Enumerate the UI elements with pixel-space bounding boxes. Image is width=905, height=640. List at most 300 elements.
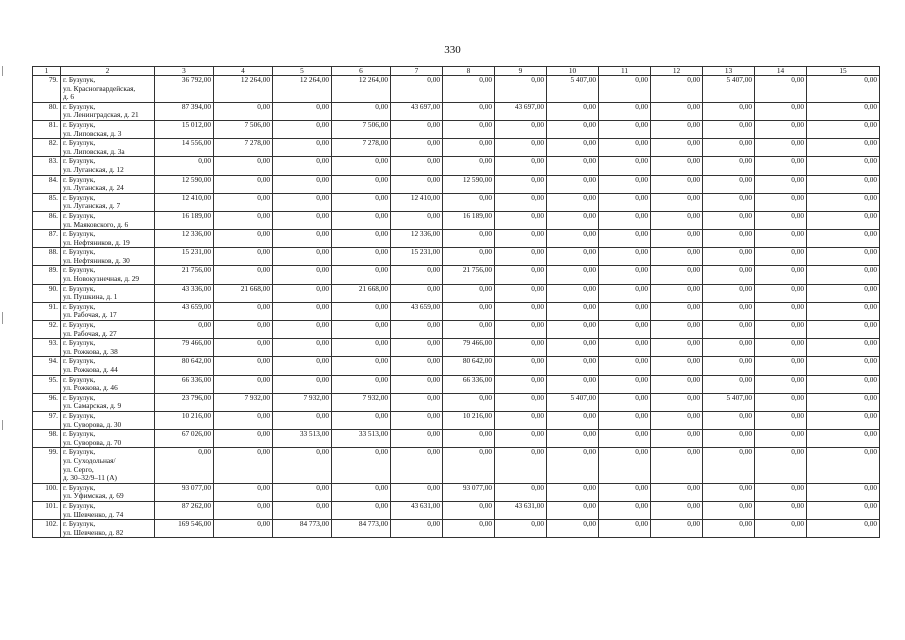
- value-cell: 66 336,00: [443, 375, 495, 393]
- value-cell: 0,00: [495, 520, 547, 538]
- address-line: ул. Нефтяников, д. 19: [63, 237, 130, 247]
- row-number: 96.: [33, 393, 61, 411]
- address-cell: [61, 76, 155, 103]
- data-table: [32, 66, 880, 538]
- value-cell: 0,00: [495, 483, 547, 501]
- value-cell: 0,00: [599, 375, 651, 393]
- value-cell: 0,00: [599, 211, 651, 229]
- table-row: [33, 157, 880, 175]
- value-cell: 0,00: [155, 157, 214, 175]
- value-cell: 0,00: [547, 411, 599, 429]
- value-cell: 0,00: [755, 501, 807, 519]
- value-cell: 0,00: [391, 430, 443, 448]
- value-cell: 0,00: [703, 284, 755, 302]
- value-cell: 5 407,00: [703, 76, 755, 103]
- value-cell: 5 407,00: [547, 393, 599, 411]
- value-cell: 0,00: [214, 520, 273, 538]
- value-cell: 0,00: [273, 339, 332, 357]
- value-cell: 12 336,00: [155, 230, 214, 248]
- value-cell: 0,00: [332, 211, 391, 229]
- address-line: г. Бузулук,: [63, 193, 96, 202]
- address-line: г. Бузулук,: [63, 375, 96, 384]
- column-header: 2: [61, 67, 155, 76]
- address-line: ул. Липовская, д. 3: [63, 128, 122, 138]
- address-line: г. Бузулук,: [63, 338, 96, 348]
- value-cell: 0,00: [332, 102, 391, 120]
- value-cell: 0,00: [547, 302, 599, 320]
- row-number: 102.: [33, 520, 61, 538]
- row-number: 89.: [33, 266, 61, 284]
- value-cell: 0,00: [651, 76, 703, 103]
- value-cell: 0,00: [755, 120, 807, 138]
- value-cell: 0,00: [273, 120, 332, 138]
- value-cell: 0,00: [703, 321, 755, 339]
- value-cell: 0,00: [547, 357, 599, 375]
- value-cell: 93 077,00: [155, 483, 214, 501]
- value-cell: 0,00: [755, 266, 807, 284]
- value-cell: 0,00: [495, 120, 547, 138]
- row-number: 79.: [33, 76, 61, 103]
- value-cell: 0,00: [332, 157, 391, 175]
- value-cell: 7 506,00: [332, 120, 391, 138]
- address-line: г. Бузулук,: [63, 320, 96, 330]
- value-cell: 0,00: [807, 211, 880, 229]
- value-cell: 0,00: [273, 375, 332, 393]
- address-line: ул. Шевченко, д. 74: [63, 509, 124, 519]
- margin-mark: [2, 420, 6, 430]
- value-cell: 0,00: [651, 266, 703, 284]
- table-row: [33, 430, 880, 448]
- value-cell: 0,00: [495, 193, 547, 211]
- value-cell: 0,00: [495, 357, 547, 375]
- value-cell: 0,00: [214, 483, 273, 501]
- address-line: ул. Рожкова, д. 44: [63, 365, 118, 374]
- row-number: 92.: [33, 321, 61, 339]
- value-cell: 0,00: [495, 76, 547, 103]
- value-cell: 0,00: [651, 157, 703, 175]
- value-cell: 0,00: [547, 375, 599, 393]
- value-cell: 0,00: [273, 211, 332, 229]
- table-row: [33, 211, 880, 229]
- value-cell: 0,00: [391, 139, 443, 157]
- address-line: ул. Суворова, д. 70: [63, 437, 122, 447]
- value-cell: 33 513,00: [332, 430, 391, 448]
- value-cell: 0,00: [273, 411, 332, 429]
- value-cell: 0,00: [755, 339, 807, 357]
- value-cell: 0,00: [807, 120, 880, 138]
- value-cell: 0,00: [755, 393, 807, 411]
- address-line: ул. Серго,: [63, 464, 94, 474]
- value-cell: 23 796,00: [155, 393, 214, 411]
- value-cell: 0,00: [214, 248, 273, 266]
- address-line: ул. Рабочая, д. 17: [63, 310, 117, 320]
- column-header: 11: [599, 67, 651, 76]
- row-number: 81.: [33, 120, 61, 138]
- value-cell: 0,00: [214, 339, 273, 357]
- column-header: 1: [33, 67, 61, 76]
- value-cell: 0,00: [273, 448, 332, 483]
- address-line: г. Бузулук,: [63, 411, 96, 420]
- value-cell: 0,00: [651, 357, 703, 375]
- value-cell: 43 631,00: [391, 501, 443, 519]
- value-cell: 0,00: [332, 357, 391, 375]
- table-row: [33, 266, 880, 284]
- address-line: г. Бузулук,: [63, 75, 96, 84]
- row-number: 83.: [33, 157, 61, 175]
- value-cell: 0,00: [651, 393, 703, 411]
- value-cell: 36 792,00: [155, 76, 214, 103]
- value-cell: 0,00: [495, 175, 547, 193]
- address-line: ул. Нефтяников, д. 30: [63, 255, 130, 265]
- address-cell: [61, 193, 155, 211]
- table-row: [33, 284, 880, 302]
- value-cell: 0,00: [807, 102, 880, 120]
- value-cell: 7 932,00: [332, 393, 391, 411]
- row-number: 82.: [33, 139, 61, 157]
- value-cell: 0,00: [755, 248, 807, 266]
- value-cell: 0,00: [547, 120, 599, 138]
- value-cell: 0,00: [651, 230, 703, 248]
- address-line: д. 6: [63, 92, 75, 102]
- table-header-row: [33, 67, 880, 76]
- value-cell: 0,00: [651, 448, 703, 483]
- address-cell: [61, 175, 155, 193]
- table-row: [33, 501, 880, 519]
- row-number: 101.: [33, 501, 61, 519]
- table-row: [33, 248, 880, 266]
- value-cell: 0,00: [807, 448, 880, 483]
- value-cell: 0,00: [214, 211, 273, 229]
- table-row: [33, 520, 880, 538]
- table-row: [33, 193, 880, 211]
- address-cell: [61, 393, 155, 411]
- value-cell: 43 659,00: [391, 302, 443, 320]
- value-cell: 0,00: [703, 157, 755, 175]
- value-cell: 0,00: [155, 321, 214, 339]
- value-cell: 0,00: [755, 175, 807, 193]
- address-line: ул. Суходольная/: [63, 455, 116, 465]
- address-cell: [61, 375, 155, 393]
- value-cell: 15 231,00: [155, 248, 214, 266]
- value-cell: 0,00: [495, 302, 547, 320]
- value-cell: 0,00: [495, 266, 547, 284]
- value-cell: 16 189,00: [443, 211, 495, 229]
- value-cell: 0,00: [547, 448, 599, 483]
- row-number: 90.: [33, 284, 61, 302]
- value-cell: 0,00: [651, 375, 703, 393]
- value-cell: 5 407,00: [547, 76, 599, 103]
- table-row: [33, 375, 880, 393]
- value-cell: 0,00: [332, 230, 391, 248]
- value-cell: 0,00: [332, 266, 391, 284]
- table-row: [33, 321, 880, 339]
- value-cell: 0,00: [651, 248, 703, 266]
- value-cell: 0,00: [391, 520, 443, 538]
- value-cell: 0,00: [214, 157, 273, 175]
- value-cell: 0,00: [755, 102, 807, 120]
- value-cell: 0,00: [703, 266, 755, 284]
- address-line: ул. Шевченко, д. 82: [63, 527, 124, 537]
- address-line: ул. Новокузнечная, д. 29: [63, 274, 139, 284]
- value-cell: 80 642,00: [443, 357, 495, 375]
- value-cell: 0,00: [599, 483, 651, 501]
- value-cell: 0,00: [703, 357, 755, 375]
- value-cell: 0,00: [807, 193, 880, 211]
- address-cell: [61, 157, 155, 175]
- value-cell: 0,00: [703, 501, 755, 519]
- value-cell: 0,00: [651, 483, 703, 501]
- value-cell: 0,00: [547, 139, 599, 157]
- value-cell: 0,00: [755, 157, 807, 175]
- value-cell: 79 466,00: [155, 339, 214, 357]
- address-line: ул. Луганская, д. 7: [63, 201, 121, 211]
- value-cell: 0,00: [651, 430, 703, 448]
- value-cell: 0,00: [332, 339, 391, 357]
- row-number: 80.: [33, 102, 61, 120]
- row-number: 87.: [33, 230, 61, 248]
- value-cell: 0,00: [214, 375, 273, 393]
- table-row: [33, 175, 880, 193]
- value-cell: 0,00: [273, 139, 332, 157]
- value-cell: 0,00: [599, 230, 651, 248]
- row-number: 84.: [33, 175, 61, 193]
- address-line: г. Бузулук,: [63, 302, 96, 311]
- value-cell: 0,00: [755, 284, 807, 302]
- value-cell: 21 668,00: [214, 284, 273, 302]
- value-cell: 0,00: [651, 284, 703, 302]
- address-cell: [61, 357, 155, 375]
- value-cell: 0,00: [391, 266, 443, 284]
- address-cell: [61, 139, 155, 157]
- value-cell: 0,00: [703, 448, 755, 483]
- value-cell: 0,00: [332, 175, 391, 193]
- value-cell: 21 668,00: [332, 284, 391, 302]
- value-cell: 0,00: [547, 266, 599, 284]
- value-cell: 0,00: [755, 211, 807, 229]
- row-number: 91.: [33, 302, 61, 320]
- value-cell: 0,00: [599, 248, 651, 266]
- value-cell: 0,00: [599, 393, 651, 411]
- value-cell: 0,00: [214, 102, 273, 120]
- value-cell: 0,00: [214, 230, 273, 248]
- value-cell: 0,00: [547, 157, 599, 175]
- value-cell: 12 410,00: [391, 193, 443, 211]
- value-cell: 0,00: [495, 321, 547, 339]
- value-cell: 0,00: [807, 266, 880, 284]
- value-cell: 0,00: [703, 230, 755, 248]
- value-cell: 0,00: [807, 411, 880, 429]
- value-cell: 7 506,00: [214, 120, 273, 138]
- value-cell: 0,00: [495, 139, 547, 157]
- value-cell: 0,00: [495, 411, 547, 429]
- address-line: ул. Рожкова, д. 46: [63, 383, 118, 393]
- address-cell: [61, 430, 155, 448]
- column-header: 14: [755, 67, 807, 76]
- address-line: ул. Красногвардейская,: [63, 83, 136, 93]
- row-number: 100.: [33, 483, 61, 501]
- table-row: [33, 339, 880, 357]
- value-cell: 0,00: [703, 411, 755, 429]
- value-cell: 0,00: [332, 321, 391, 339]
- value-cell: 0,00: [391, 157, 443, 175]
- value-cell: 14 556,00: [155, 139, 214, 157]
- value-cell: 67 026,00: [155, 430, 214, 448]
- value-cell: 0,00: [807, 76, 880, 103]
- value-cell: 0,00: [599, 339, 651, 357]
- value-cell: 0,00: [755, 230, 807, 248]
- value-cell: 7 932,00: [214, 393, 273, 411]
- value-cell: 0,00: [547, 193, 599, 211]
- value-cell: 0,00: [273, 302, 332, 320]
- row-number: 99.: [33, 448, 61, 483]
- value-cell: 0,00: [391, 175, 443, 193]
- value-cell: 0,00: [755, 375, 807, 393]
- value-cell: 0,00: [807, 520, 880, 538]
- value-cell: 0,00: [495, 248, 547, 266]
- table-row: [33, 120, 880, 138]
- value-cell: 0,00: [443, 501, 495, 519]
- address-line: г. Бузулук,: [63, 156, 96, 166]
- value-cell: 0,00: [547, 339, 599, 357]
- address-line: д. 30–32/9–11 (А): [63, 473, 117, 483]
- value-cell: 0,00: [755, 357, 807, 375]
- address-cell: [61, 448, 155, 483]
- value-cell: 0,00: [495, 430, 547, 448]
- value-cell: 0,00: [703, 483, 755, 501]
- value-cell: 0,00: [495, 157, 547, 175]
- value-cell: 0,00: [651, 520, 703, 538]
- value-cell: 0,00: [651, 211, 703, 229]
- value-cell: 0,00: [807, 375, 880, 393]
- column-header: 3: [155, 67, 214, 76]
- row-number: 97.: [33, 411, 61, 429]
- address-line: ул. Уфимская, д. 69: [63, 491, 124, 501]
- value-cell: 0,00: [332, 483, 391, 501]
- value-cell: 0,00: [443, 520, 495, 538]
- value-cell: 84 773,00: [332, 520, 391, 538]
- value-cell: 0,00: [703, 102, 755, 120]
- value-cell: 7 278,00: [214, 139, 273, 157]
- value-cell: 0,00: [273, 175, 332, 193]
- value-cell: 0,00: [547, 501, 599, 519]
- table-row: [33, 357, 880, 375]
- value-cell: 0,00: [332, 501, 391, 519]
- table-row: [33, 393, 880, 411]
- value-cell: 0,00: [755, 321, 807, 339]
- value-cell: 0,00: [443, 284, 495, 302]
- value-cell: 0,00: [651, 120, 703, 138]
- value-cell: 0,00: [547, 520, 599, 538]
- address-line: г. Бузулук,: [63, 120, 96, 129]
- value-cell: 0,00: [807, 157, 880, 175]
- value-cell: 0,00: [495, 375, 547, 393]
- value-cell: 0,00: [332, 248, 391, 266]
- value-cell: 0,00: [443, 302, 495, 320]
- address-line: ул. Луганская, д. 12: [63, 164, 124, 174]
- value-cell: 0,00: [807, 321, 880, 339]
- value-cell: 21 756,00: [443, 266, 495, 284]
- address-cell: [61, 520, 155, 538]
- value-cell: 0,00: [599, 284, 651, 302]
- value-cell: 0,00: [599, 76, 651, 103]
- value-cell: 0,00: [651, 501, 703, 519]
- value-cell: 66 336,00: [155, 375, 214, 393]
- value-cell: 0,00: [391, 76, 443, 103]
- address-line: ул. Рабочая, д. 27: [63, 328, 117, 338]
- address-cell: [61, 266, 155, 284]
- address-line: г. Бузулук,: [63, 519, 96, 529]
- value-cell: 43 697,00: [495, 102, 547, 120]
- value-cell: 0,00: [495, 393, 547, 411]
- value-cell: 0,00: [807, 357, 880, 375]
- value-cell: 0,00: [547, 321, 599, 339]
- table-row: [33, 139, 880, 157]
- value-cell: 0,00: [391, 393, 443, 411]
- address-line: ул. Суворова, д. 30: [63, 419, 122, 429]
- margin-mark: [2, 312, 6, 324]
- value-cell: 7 932,00: [273, 393, 332, 411]
- column-header: 7: [391, 67, 443, 76]
- value-cell: 0,00: [214, 411, 273, 429]
- address-line: г. Бузулук,: [63, 247, 96, 257]
- address-cell: [61, 248, 155, 266]
- value-cell: 0,00: [651, 321, 703, 339]
- value-cell: 0,00: [703, 175, 755, 193]
- table-row: [33, 76, 880, 103]
- value-cell: 0,00: [599, 102, 651, 120]
- value-cell: 87 394,00: [155, 102, 214, 120]
- value-cell: 12 264,00: [214, 76, 273, 103]
- value-cell: 0,00: [214, 175, 273, 193]
- address-line: г. Бузулук,: [63, 284, 96, 293]
- value-cell: 15 231,00: [391, 248, 443, 266]
- column-header: 12: [651, 67, 703, 76]
- value-cell: 0,00: [547, 284, 599, 302]
- value-cell: 15 012,00: [155, 120, 214, 138]
- value-cell: 0,00: [391, 211, 443, 229]
- value-cell: 0,00: [391, 448, 443, 483]
- value-cell: 0,00: [443, 321, 495, 339]
- value-cell: 0,00: [391, 375, 443, 393]
- value-cell: 0,00: [273, 266, 332, 284]
- value-cell: 0,00: [755, 302, 807, 320]
- value-cell: 0,00: [214, 430, 273, 448]
- column-header: 4: [214, 67, 273, 76]
- value-cell: 0,00: [755, 411, 807, 429]
- value-cell: 0,00: [443, 448, 495, 483]
- value-cell: 0,00: [495, 211, 547, 229]
- value-cell: 0,00: [273, 248, 332, 266]
- value-cell: 0,00: [332, 302, 391, 320]
- value-cell: 16 189,00: [155, 211, 214, 229]
- table-body: [33, 76, 880, 538]
- address-line: г. Бузулук,: [63, 483, 96, 492]
- row-number: 94.: [33, 357, 61, 375]
- value-cell: 0,00: [703, 211, 755, 229]
- address-cell: [61, 302, 155, 320]
- address-line: г. Бузулук,: [63, 138, 96, 148]
- value-cell: 0,00: [391, 321, 443, 339]
- value-cell: 0,00: [547, 483, 599, 501]
- value-cell: 0,00: [273, 284, 332, 302]
- value-cell: 0,00: [443, 230, 495, 248]
- address-cell: [61, 321, 155, 339]
- value-cell: 0,00: [703, 248, 755, 266]
- value-cell: 0,00: [391, 483, 443, 501]
- value-cell: 0,00: [599, 321, 651, 339]
- column-header: 6: [332, 67, 391, 76]
- column-header: 5: [273, 67, 332, 76]
